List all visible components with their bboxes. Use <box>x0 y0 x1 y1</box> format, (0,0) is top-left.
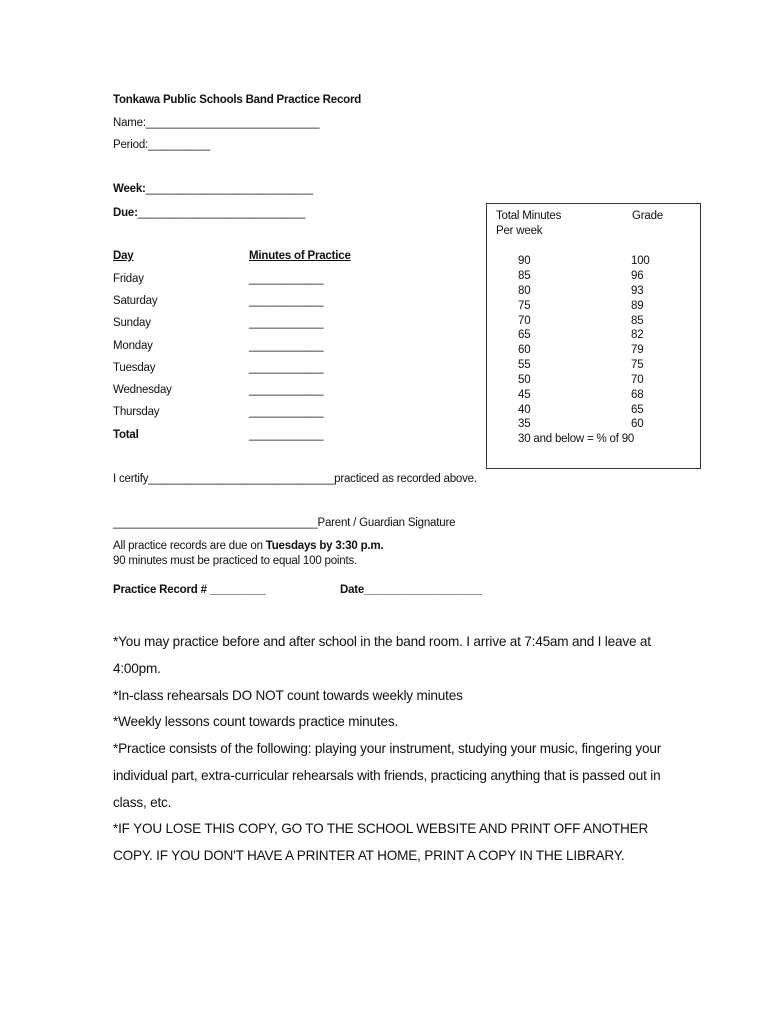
grade-row-grade: 75 <box>631 359 644 371</box>
minutes-blank-monday[interactable]: ____________ <box>249 340 324 352</box>
grade-row-minutes: 45 <box>518 389 531 401</box>
week-blank[interactable]: ___________________________ <box>145 183 313 195</box>
practice-record-number-field[interactable]: Practice Record # _________ <box>113 584 266 596</box>
grade-box-minutes-header-line2: Per week <box>496 225 543 237</box>
total-label: Total <box>113 429 139 441</box>
student-name-blank[interactable]: ______________________________ <box>148 473 335 485</box>
minutes-column-header: Minutes of Practice <box>249 250 351 262</box>
minutes-blank-total[interactable]: ____________ <box>249 429 324 441</box>
grade-row-grade: 79 <box>631 344 644 356</box>
grade-row-minutes: 80 <box>518 285 531 297</box>
note-line: *In-class rehearsals DO NOT count towards weekly minutes <box>113 688 463 703</box>
grade-box-minutes-header-line1: Total Minutes <box>496 210 562 222</box>
due-label: Due: <box>113 207 138 219</box>
period-field[interactable]: Period:__________ <box>113 139 210 151</box>
grade-row-minutes: 90 <box>518 255 531 267</box>
due-notice-text: All practice records are due on <box>113 540 266 552</box>
form-title: Tonkawa Public Schools Band Practice Record <box>113 94 362 106</box>
note-line: 4:00pm. <box>113 661 161 676</box>
due-blank[interactable]: ___________________________ <box>137 207 306 219</box>
day-label-tuesday: Tuesday <box>113 362 156 374</box>
week-label: Week: <box>113 183 146 195</box>
note-line: individual part, extra-curricular rehearsals with friends, practicing anything that is passed out in <box>113 768 661 783</box>
note-line: COPY. IF YOU DON'T HAVE A PRINTER AT HOME, PRINT A COPY IN THE LIBRARY. <box>113 848 625 863</box>
note-line: *Weekly lessons count towards practice minutes. <box>113 714 399 729</box>
certify-prefix: I certify <box>113 473 149 485</box>
grade-row-grade: 96 <box>631 270 644 282</box>
grade-row-grade: 70 <box>631 374 644 386</box>
grade-row-grade: 60 <box>631 418 644 430</box>
name-field[interactable]: Name:____________________________ <box>113 117 320 129</box>
certify-suffix: practiced as recorded above. <box>334 473 477 485</box>
day-column-header: Day <box>113 250 134 262</box>
certify-statement <box>113 473 477 485</box>
minutes-blank-thursday[interactable]: ____________ <box>249 406 324 418</box>
grade-row-grade: 85 <box>631 315 644 327</box>
grade-row-grade: 89 <box>631 300 644 312</box>
grade-row-grade: 100 <box>631 255 650 267</box>
note-line: *IF YOU LOSE THIS COPY, GO TO THE SCHOOL WEBSITE AND PRINT OFF ANOTHER <box>113 821 649 836</box>
minutes-requirement: 90 minutes must be practiced to equal 100 points. <box>113 555 357 567</box>
parent-signature-line <box>113 517 455 529</box>
note-line: class, etc. <box>113 795 172 810</box>
day-label-sunday: Sunday <box>113 317 151 329</box>
grade-row-minutes: 60 <box>518 344 531 356</box>
grade-row-minutes: 75 <box>518 300 531 312</box>
grade-box-grade-header: Grade <box>632 210 663 222</box>
grade-row-minutes: 55 <box>518 359 531 371</box>
minutes-blank-saturday[interactable]: ____________ <box>249 295 324 307</box>
day-label-wednesday: Wednesday <box>113 384 172 396</box>
grade-row-minutes: 40 <box>518 404 531 416</box>
grade-row-minutes: 35 <box>518 418 531 430</box>
day-label-saturday: Saturday <box>113 295 158 307</box>
due-notice <box>113 540 383 552</box>
day-label-thursday: Thursday <box>113 406 160 418</box>
grade-row-minutes: 85 <box>518 270 531 282</box>
grade-row-grade: 68 <box>631 389 644 401</box>
grade-row-minutes: 50 <box>518 374 531 386</box>
grade-box-footer: 30 and below = % of 90 <box>518 433 635 445</box>
due-field[interactable] <box>113 207 305 219</box>
minutes-blank-sunday[interactable]: ____________ <box>249 317 324 329</box>
signature-label: Parent / Guardian Signature <box>317 517 456 529</box>
date-field[interactable]: Date___________________ <box>340 584 482 596</box>
grade-row-grade: 93 <box>631 285 644 297</box>
due-notice-deadline: Tuesdays by 3:30 p.m. <box>265 540 384 552</box>
week-field[interactable] <box>113 183 313 195</box>
note-line: *You may practice before and after school in the band room. I arrive at 7:45am and I leave at <box>113 634 651 649</box>
day-label-friday: Friday <box>113 273 144 285</box>
grade-row-minutes: 70 <box>518 315 531 327</box>
grade-row-grade: 82 <box>631 329 644 341</box>
grade-row-grade: 65 <box>631 404 644 416</box>
grade-row-minutes: 65 <box>518 329 531 341</box>
note-line: *Practice consists of the following: playing your instrument, studying your music, fingering your <box>113 741 662 756</box>
minutes-blank-friday[interactable]: ____________ <box>249 273 324 285</box>
day-label-monday: Monday <box>113 340 153 352</box>
signature-blank[interactable]: _________________________________ <box>113 517 318 529</box>
minutes-blank-tuesday[interactable]: ____________ <box>249 362 324 374</box>
minutes-blank-wednesday[interactable]: ____________ <box>249 384 324 396</box>
